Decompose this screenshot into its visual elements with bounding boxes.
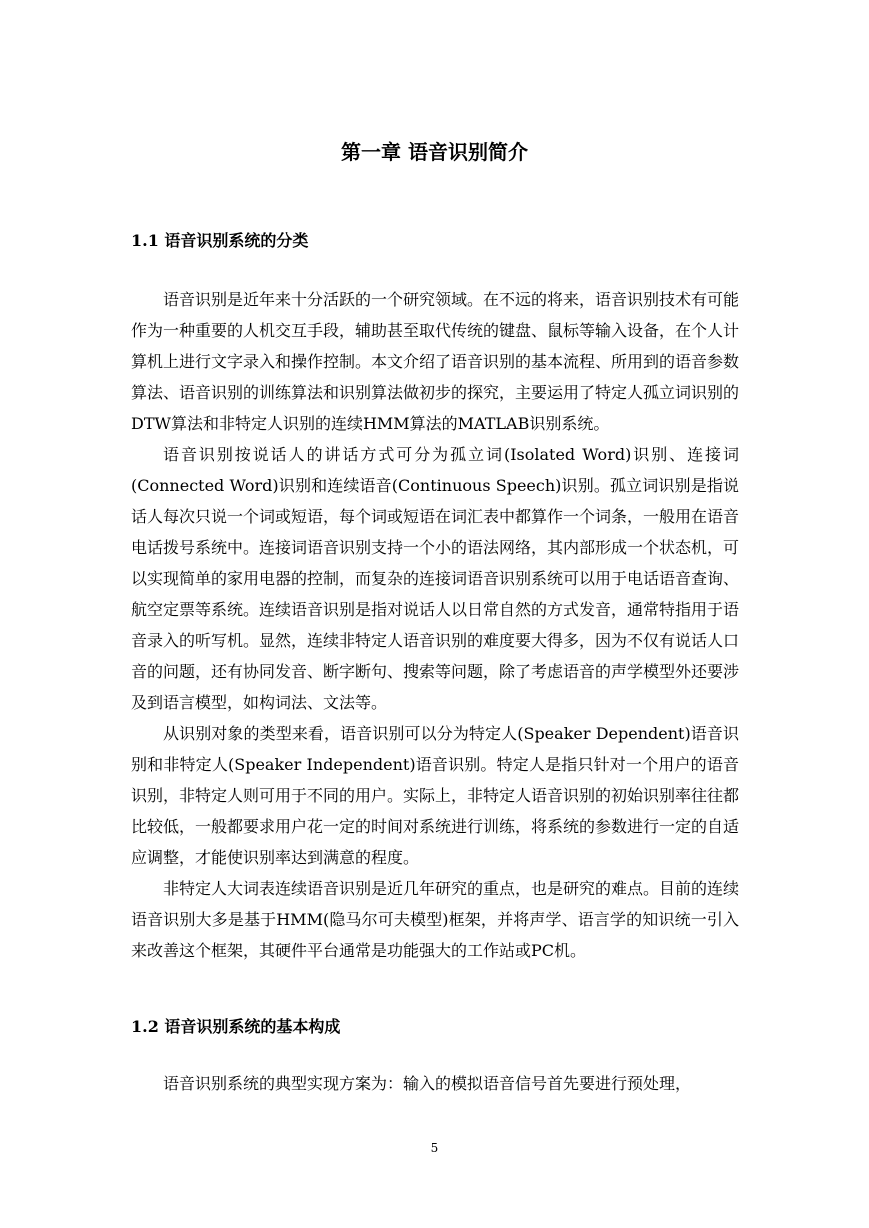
paragraph: 从识别对象的类型来看，语音识别可以分为特定人(Speaker Dependent)语音识别和非特定人(Speaker Independent)语音识别。特定人是指只针对一个用户的语音识别，非特定人则可用于不同的用户。实际上，非特定人语音识别的初始识别率往往都比较低，一般都要求用户花一定的时间对系统进行训练，将系统的参数进行一定的自适应调整，才能使识别率达到满意的程度。 [131,724,740,867]
paragraph: 非特定人大词表连续语音识别是近几年研究的重点，也是研究的难点。目前的连续语音识别大多是基于HMM(隐马尔可夫模型)框架，并将声学、语言学的知识统一引入来改善这个框架，其硬件平台通常是功能强大的工作站或PC机。 [131,879,740,960]
chapter-title: 第一章 语音识别简介 [341,140,528,164]
section-1-2-body [131,1068,739,1099]
section-1-1-body [131,284,739,966]
section-heading-1-1: 1.1 语音识别系统的分类 [131,231,309,250]
section-heading-1-2: 1.2 语音识别系统的基本构成 [131,1017,341,1036]
paragraph: 语音识别是近年来十分活跃的一个研究领域。在不远的将来，语音识别技术有可能作为一种重要的人机交互手段，辅助甚至取代传统的键盘、鼠标等输入设备，在个人计算机上进行文字录入和操作控制。本文介绍了语音识别的基本流程、所用到的语音参数算法、语音识别的训练算法和识别算法做初步的探究，主要运用了特定人孤立词识别的DTW算法和非特定人识别的连续HMM算法的MATLAB识别系统。 [131,290,740,433]
paragraph: 语音识别系统的典型实现方案为：输入的模拟语音信号首先要进行预处理， [163,1074,692,1093]
paragraph: 语音识别按说话人的讲话方式可分为孤立词(Isolated Word)识别、连接词(Connected Word)识别和连续语音(Continuous Speech)识别。孤立词识别是指说话人每次只说一个词或短语，每个词或短语在词汇表中都算作一个词条，一般用在语音电话拨号系统中。连接词语音识别支持一个小的语法网络，其内部形成一个状态机，可以实现简单的家用电器的控制，而复杂的连接词语音识别系统可以用于电话语音查询、航空定票等系统。连续语音识别是指对说话人以日常自然的方式发音，通常特指用于语音录入的听写机。显然，连续非特定人语音识别的难度要大得多，因为不仅有说话人口音的问题，还有协同发音、断字断句、搜索等问题，除了考虑语音的声学模型外还要涉及到语言模型，如构词法、文法等。 [131,445,740,712]
page-number: 5 [430,1141,439,1155]
